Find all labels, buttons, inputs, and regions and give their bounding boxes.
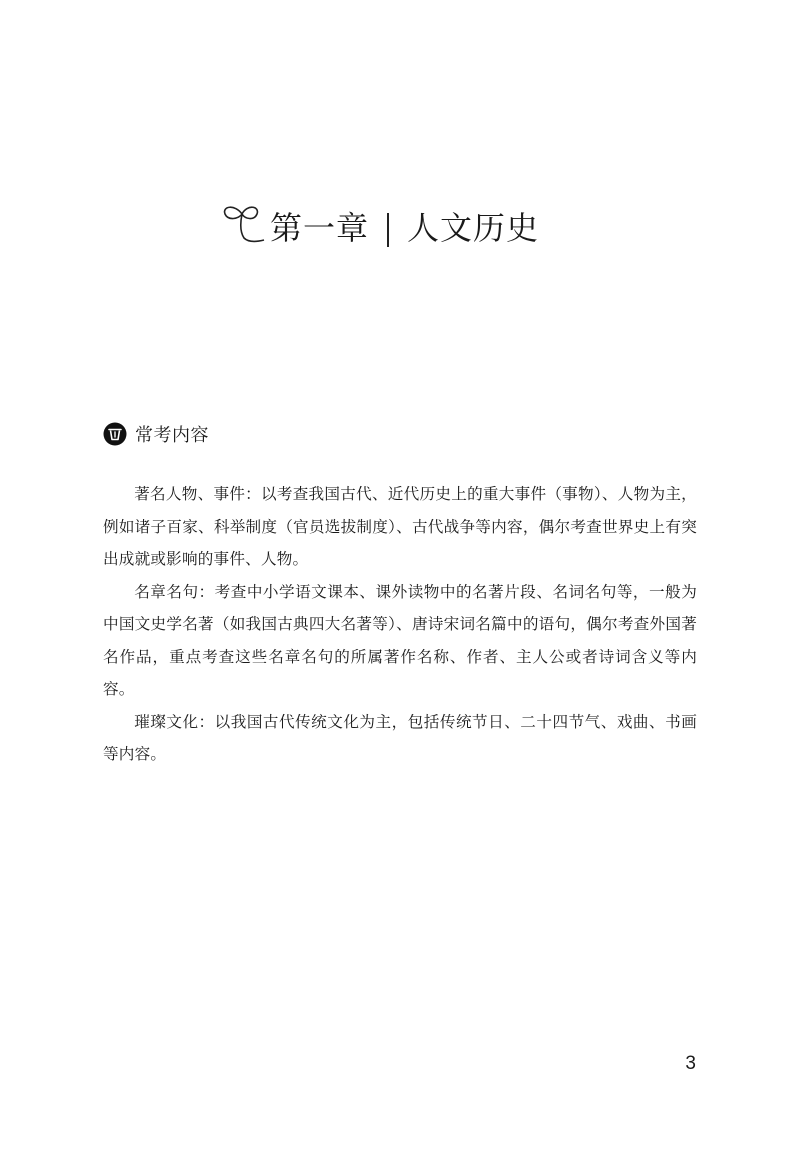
paragraph-text: 以考查我国古代、近代历史上的重大事件（事物）、人物为主，例如诸子百家、科举制度（官员选拔制度）、古代战争等内容，偶尔考查世界史上有突出成就或影响的事件、人物。 (103, 485, 697, 568)
term-label: 璀璨文化： (134, 712, 215, 731)
page-number: 3 (685, 1053, 696, 1074)
chapter-separator (387, 213, 389, 247)
term-label: 著名人物、事件： (134, 485, 261, 503)
content-body (103, 478, 697, 771)
section-heading (103, 421, 209, 447)
term-label: 名章名句： (134, 582, 215, 601)
paragraph-text: 以我国古代传统文化为主，包括传统节日、二十四节气、戏曲、书画等内容。 (103, 712, 697, 763)
chapter-title: 人文历史 (407, 209, 540, 247)
sprout-icon (218, 200, 268, 250)
paragraph-famous-people-events (103, 478, 697, 576)
section-title: 常考内容 (135, 425, 209, 446)
paragraph-text: 考查中小学语文课本、课外读物中的名著片段、名词名句等，一般为中国文史学名著（如我国古典四大名著等）、唐诗宋词名篇中的语句，偶尔考查外国著名作品，重点考查这些名章名句的所属著作名称、作者、主人公或者诗词含义等内容。 (103, 582, 697, 698)
paragraph-culture (103, 706, 697, 771)
chapter-header (218, 198, 539, 258)
paragraph-famous-quotes (103, 576, 697, 706)
pot-icon (103, 422, 127, 446)
chapter-number: 第一章 (270, 209, 370, 247)
